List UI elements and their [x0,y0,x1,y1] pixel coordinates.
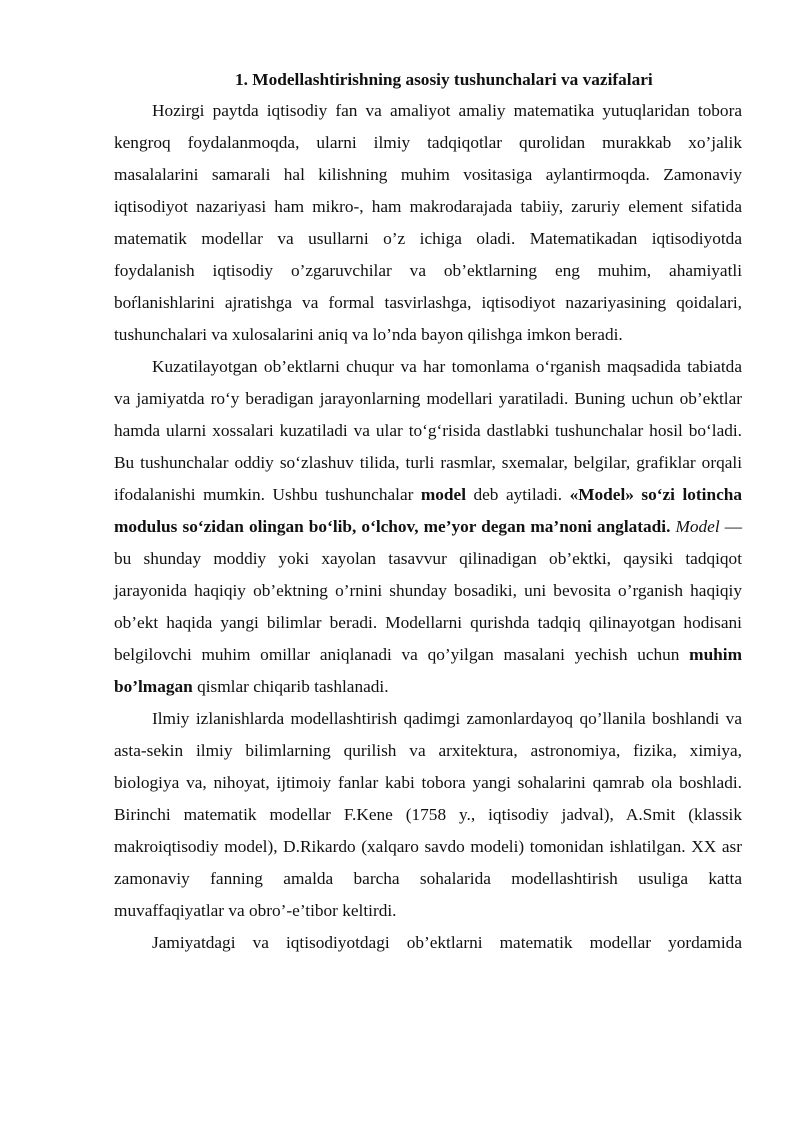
term-model: model [420,485,467,504]
term-not-important: muhim bo’lmagan [114,645,742,696]
section-heading: 1. Modellashtirishning asosiy tushunchalari va vazifalari [235,70,653,89]
paragraph-2-text-4: — bu shunday moddiy yoki xayolan tasavvur qilinadigan ob’ektki, qaysiki tadqiqot jarayonida haqiqiy ob’ektning o’rnini shunday bosadiki, uni bevosita o’rganish haqiqiy ob’ekt haqida yangi bilimlar beradi. Modellarni qurishda tadqiq qilinayotgan hodisani belgilovchi muhim omillar aniqlanadi va qo’yilgan masalani yechish uchun [114,517,742,664]
paragraph-2-text-2: deb aytiladi. [466,485,570,504]
paragraph-2 [114,351,742,703]
paragraph-2-text-5: qismlar chiqarib tashlanadi. [192,677,389,696]
document-body [114,66,742,959]
model-etymology: «Model» so‘zi lotincha modulus so‘zidan olingan bo‘lib, o‘lchov, me’yor degan ma’noni anglatadi. [114,485,742,536]
paragraph-3: Ilmiy izlanishlarda modellashtirish qadimgi zamonlardayoq qo’llanila boshlandi va asta-sekin ilmiy bilimlarning qurilish va arxitektura, astronomiya, fizika, ximiya, biologiya va, nihoyat, ijtimoiy fanlar kabi tobora yangi sohalarini qamrab ola boshladi. Birinchi matematik modellar F.Kene (1758 y., iqtisodiy jadval), A.Smit (klassik makroiqtisodiy model), D.Rikardo (xalqaro savdo modeli) tomonidan ishlatilgan. XX asr zamonaviy fanning amalda barcha sohalarida modellashtirish usuliga katta muvaffaqiyatlar va obro’-e’tibor keltirdi. [114,709,742,920]
paragraph-4: Jamiyatdagi va iqtisodiyotdagi ob’ektlarni matematik modellar yordamida [152,933,742,952]
paragraph-1: Hozirgi paytda iqtisodiy fan va amaliyot amaliy matematika yutuqlaridan tobora kengroq foydalanmoqda, ularni ilmiy tadqiqotlar qurolidan murakkab xo’jalik masalalarini samarali hal kilishning muhim vositasiga aylantirmoqda. Zamonaviy iqtisodiyot nazariyasi ham mikro-, ham makrodarajada tabiiy, zaruriy element sifatida matematik modellar va usullarni o’z ichiga oladi. Matematikadan iqtisodiyotda foydalanish iqtisodiy o’zgaruvchilar va ob’ektlarning eng muhim, ahamiyatli boŕlanishlarini ajratishga va formal tasvirlashga, iqtisodiyot nazariyasining qoidalari, tushunchalari va xulosalarini aniq va lo’nda bayon qilishga imkon beradi. [114,101,742,344]
paragraph-2-text-1: Kuzatilayotgan ob’ektlarni chuqur va har tomonlama o‘rganish maqsadida tabiatda va jamiyatda ro‘y beradigan jarayonlarning modellari yaratiladi. Buning uchun ob’ektlar hamda ularni xossalari kuzatiladi va ular to‘g‘risida dastlabki tushunchalar hosil bo‘ladi. Bu tushunchalar oddiy so‘zlashuv tilida, turli rasmlar, sxemalar, belgilar, grafiklar orqali ifodalanishi mumkin. Ushbu tushunchalar [114,357,742,504]
model-definition-term: Model [675,517,720,536]
